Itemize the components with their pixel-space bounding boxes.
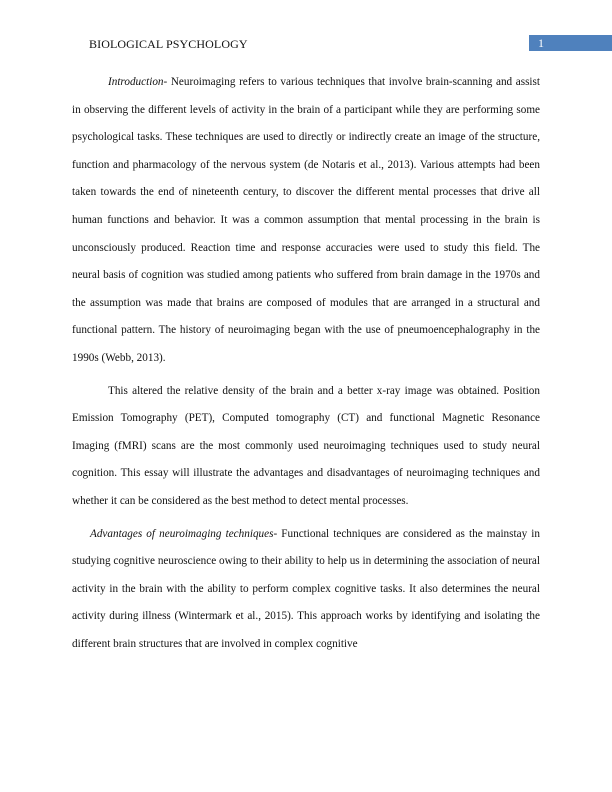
page-number: 1 [538,36,544,50]
running-head: BIOLOGICAL PSYCHOLOGY [89,37,248,51]
paragraph-text: This altered the relative density of the brain and a better x-ray image was obtained. Position Emission Tomography (PET), Computed tomography (CT) and functional Magnetic Resonance Imaging (fMRI) scans are the most commonly used neuroimaging techniques used to study neural cognition. This essay will illustrate the advantages and disadvantages of neuroimaging techniques and whether it can be considered as the best method to detect mental processes. [72,384,540,507]
section-lead-introduction: Introduction- [108,76,168,88]
paragraph-introduction [72,69,540,373]
paragraph-advantages [72,521,540,659]
paragraph-techniques [72,378,540,516]
section-lead-advantages: Advantages of neuroimaging techniques- [90,527,278,540]
page-number-tab [529,35,612,51]
paragraph-text: Functional techniques are considered as the mainstay in studying cognitive neuroscience owing to their ability to help us in determining the association of neural activity in the brain with the ability to perform complex cognitive tasks. It also determines the neural activity during illness (Wintermark et al., 2015). This approach works by identifying and isolating the different brain structures that are involved in complex cognitive [72,527,540,650]
document-body [72,69,540,658]
paragraph-text: Neuroimaging refers to various techniques that involve brain-scanning and assist in observing the different levels of activity in the brain of a participant while they are performing some psychological tasks. These techniques are used to directly or indirectly create an image of the structure, function and pharmacology of the nervous system (de Notaris et al., 2013). Various attempts had been taken towards the end of nineteenth century, to discover the different mental processes that drive all human functions and behavior. It was a common assumption that mental processing in the brain is unconsciously produced. Reaction time and response accuracies were used to study this field. The neural basis of cognition was studied among patients who suffered from brain damage in the 1970s and the assumption was made that brains are composed of modules that are arranged in a structural and functional pattern. The history of neuroimaging began with the use of pneumoencephalography in the 1990s (Webb, 2013). [72,76,540,364]
